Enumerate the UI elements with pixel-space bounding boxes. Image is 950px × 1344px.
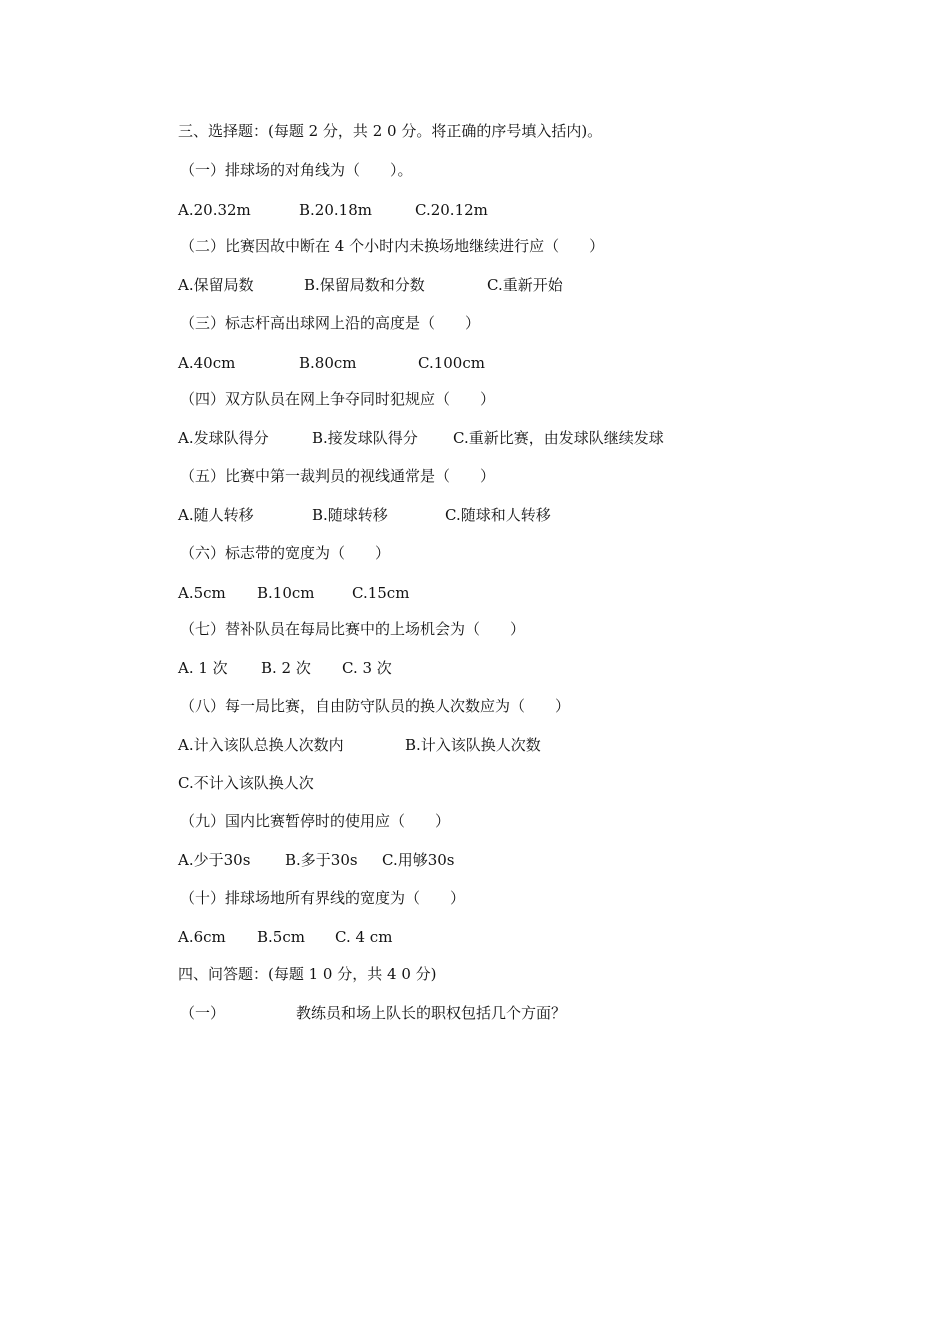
option-c: C.100cm [418, 354, 485, 372]
option-c: C.用够30s [382, 851, 455, 869]
option-b: B.10cm [257, 584, 315, 602]
option-a: A.保留局数 [178, 276, 254, 294]
option-a: A.6cm [178, 928, 226, 946]
option-b: B.5cm [257, 928, 305, 946]
option-a: A.5cm [178, 584, 226, 602]
option-c: C.重新开始 [487, 276, 563, 294]
option-c: C.重新比赛，由发球队继续发球 [453, 429, 664, 447]
option-a: A. 1 次 [178, 659, 228, 677]
question-9-stem: （九）国内比赛暂停时的使用应（ ） [180, 812, 451, 830]
option-a: A.计入该队总换人次数内 [178, 736, 344, 754]
option-c: C.20.12m [415, 201, 488, 219]
option-b: B.接发球队得分 [312, 429, 418, 447]
option-b: B.多于30s [285, 851, 358, 869]
essay-question-text: 教练员和场上队长的职权包括几个方面？ [296, 1004, 567, 1022]
question-1-stem: （一）排球场的对角线为（ ）。 [180, 161, 413, 179]
question-4-stem: （四）双方队员在网上争夺同时犯规应（ ） [180, 390, 496, 408]
question-3-stem: （三）标志杆高出球网上沿的高度是（ ） [180, 314, 481, 332]
option-b: B. 2 次 [261, 659, 311, 677]
option-c: C. 4 cm [335, 928, 393, 946]
option-b: B.20.18m [299, 201, 372, 219]
option-b: B.随球转移 [312, 506, 388, 524]
option-a: A.20.32m [178, 201, 251, 219]
question-10-stem: （十）排球场地所有界线的宽度为（ ） [180, 889, 466, 907]
option-a: A.随人转移 [178, 506, 254, 524]
essay-question-number: （一） [180, 1004, 226, 1022]
option-b: B.计入该队换人次数 [405, 736, 541, 754]
section-4-heading: 四、问答题：(每题 1 0 分，共 4 0 分) [178, 965, 437, 983]
option-b: B.80cm [299, 354, 357, 372]
question-6-stem: （六）标志带的宽度为（ ） [180, 544, 391, 562]
question-2-stem: （二）比赛因故中断在 4 个小时内未换场地继续进行应（ ） [180, 237, 605, 255]
question-7-stem: （七）替补队员在每局比赛中的上场机会为（ ） [180, 620, 526, 638]
option-c: C. 3 次 [342, 659, 392, 677]
option-c: C.随球和人转移 [445, 506, 551, 524]
question-8-stem: （八）每一局比赛，自由防守队员的换人次数应为（ ） [180, 697, 571, 715]
section-3-heading: 三、选择题：(每题 2 分，共 2 0 分。将正确的序号填入括内)。 [178, 122, 603, 140]
option-c: C.15cm [352, 584, 410, 602]
option-c: C.不计入该队换人次 [178, 774, 314, 792]
option-a: A.40cm [178, 354, 236, 372]
option-b: B.保留局数和分数 [304, 276, 425, 294]
option-a: A.少于30s [178, 851, 251, 869]
option-a: A.发球队得分 [178, 429, 269, 447]
question-5-stem: （五）比赛中第一裁判员的视线通常是（ ） [180, 467, 496, 485]
